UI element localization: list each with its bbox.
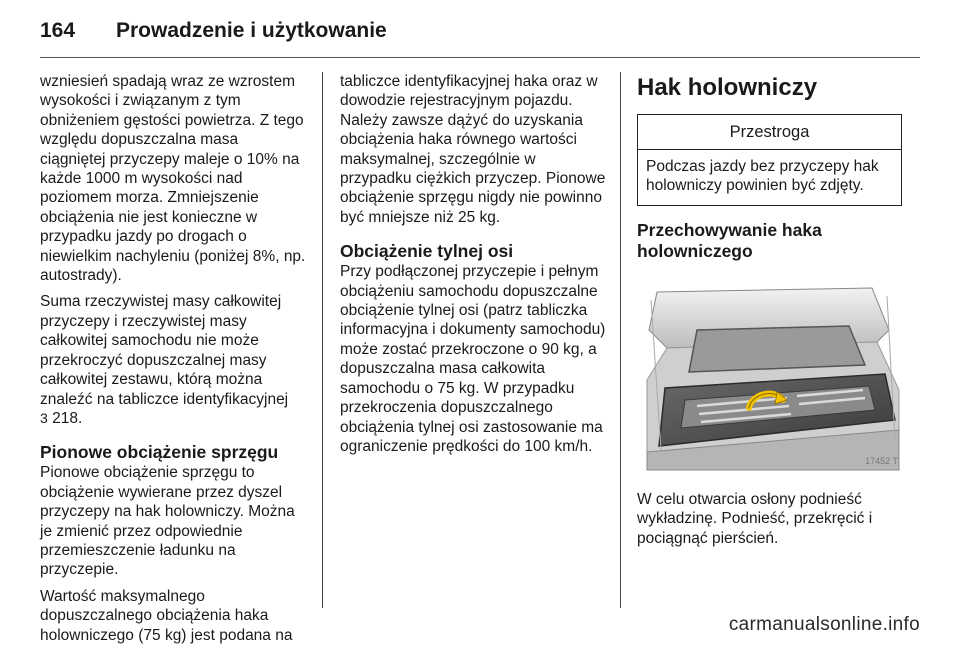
paragraph: wzniesień spadają wraz ze wzrostem wysokości i związanym z tym obniżeniem gęstości powietrza. Z tego względu dopuszczalna masa ciągniętej przyczepy maleje o 10% na każde 1000 m wysokości nad poziomem morza. Zmniejszenie obciążenia nie jest konieczne w przypadku jazdy po drogach o niewielkim nachyleniu (poniżej 8%, np. autostrady). — [40, 73, 306, 285]
section-heading: Pionowe obciążenie sprzęgu — [40, 442, 279, 463]
paragraph: Przy podłączonej przyczepie i pełnym obciążeniu samochodu dopuszczalne obciążenie tylnej osi (patrz tabliczka informacyjna i dokumenty samochodu) może zostać przekroczone o 90 kg, a dopuszczalna masa całkowita samochodu o 75 kg. W przypadku przekroczenia dopuszczalnego obciążenia tylnej osi zastosowanie ma ograniczenie prędkości do 100 km/h. — [340, 263, 606, 455]
trunk-floor-drawing — [637, 270, 902, 476]
column-3 — [637, 72, 902, 555]
column-1 — [40, 72, 306, 652]
caution-title: Przestroga — [638, 115, 901, 150]
figure-code: 17452 T — [865, 456, 898, 467]
paragraph: Wartość maksymalnego dopuszczalnego obciążenia haka holowniczego (75 kg) jest podana na — [40, 587, 293, 644]
section-heading: Obciążenie tylnej osi — [340, 241, 514, 262]
column-divider — [322, 72, 323, 608]
section-title: Prowadzenie i użytkowanie — [116, 19, 387, 42]
tow-hook-storage-illustration — [637, 270, 902, 476]
paragraph: Pionowe obciążenie sprzęgu to obciążenie wywierane przez dyszel przyczepy na hak holowniczy. Można je zmienić przez odpowiednie przemieszczenie ładunku na przyczepie. — [40, 464, 295, 579]
subsection-heading: Przechowywanie haka holowniczego — [637, 219, 822, 261]
watermark: carmanualsonline.info — [728, 614, 920, 635]
page-reference-link[interactable]: 218. — [52, 409, 83, 427]
header-divider — [40, 57, 920, 58]
paragraph: tabliczce identyfikacyjnej haka oraz w dowodzie rejestracyjnym pojazdu. Należy zawsze dążyć do uzyskania obciążenia haka równego wartości maksymalnej, szczególnie w przypadku ciężkich przyczep. Pionowe obciążenie sprzęgu nigdy nie powinno być mniejsze niż 25 kg. — [340, 73, 606, 226]
caution-box — [637, 114, 902, 206]
page-number: 164 — [40, 19, 76, 42]
caution-text: Podczas jazdy bez przyczepy hak holowniczy powinien być zdjęty. — [646, 158, 879, 195]
page-header — [40, 14, 387, 48]
page-reference-icon: 3 — [40, 409, 48, 426]
paragraph: W celu otwarcia osłony podnieść wykładzinę. Podnieść, przekręcić i pociągnąć pierścień. — [637, 490, 873, 547]
column-2 — [340, 72, 608, 463]
chapter-heading: Hak holowniczy — [637, 74, 818, 101]
column-divider — [620, 72, 621, 608]
paragraph: Suma rzeczywistej masy całkowitej przyczepy i rzeczywistej masy całkowitej samochodu nie może przekroczyć dopuszczalnej masy całkowitej zestawu, którą można znaleźć na tabliczce identyfikacyjnej 3 218. — [40, 293, 289, 427]
